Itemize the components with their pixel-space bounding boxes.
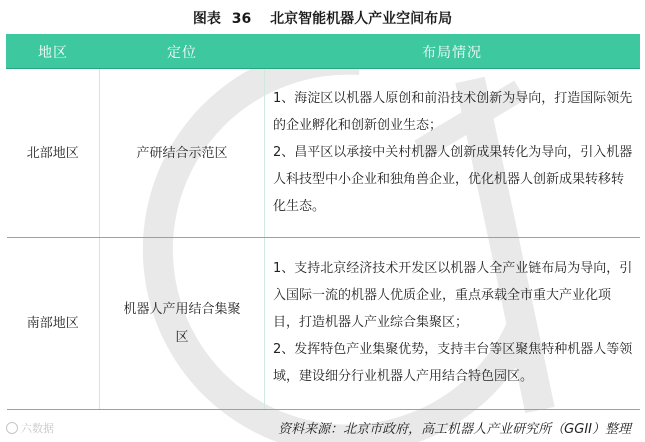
figure-number: 36 [231, 11, 252, 27]
layout-cell [265, 238, 640, 410]
brand-logo-icon [6, 422, 18, 434]
layout-item: 2、昌平区以承接中关村机器人创新成果转化为导向，引入机器人科技型中小企业和独角兽企业，优化机器人创新成果转移转化生态。 [273, 144, 633, 214]
figure-label: 图表 [192, 11, 221, 27]
region-cell: 南部地区 [7, 238, 100, 410]
positioning-cell: 产研结合示范区 [100, 69, 265, 238]
source-note: 资料来源：北京市政府，高工机器人产业研究所（GGII）整理 [278, 422, 631, 437]
region-cell: 北部地区 [7, 69, 100, 238]
layout-table [6, 34, 640, 410]
layout-cell [265, 69, 640, 238]
header-region: 地区 [7, 35, 100, 69]
brand-text: 六数据 [21, 422, 54, 435]
layout-item: 2、发挥特色产业集聚优势，支持丰台等区聚焦特种机器人等领域，建设细分行业机器人产用结合特色园区。 [273, 342, 633, 384]
figure-title-text: 北京智能机器人产业空间布局 [270, 11, 453, 27]
table-header-row [7, 35, 640, 69]
layout-item: 1、支持北京经济技术开发区以机器人全产业链布局为导向，引入国际一流的机器人优质企业，重点承载全市重大产业化项目，打造机器人产业综合集聚区； [273, 261, 633, 330]
header-layout: 布局情况 [265, 35, 640, 69]
layout-item: 1、海淀区以机器人原创和前沿技术创新为导向，打造国际领先的企业孵化和创新创业生态； [273, 90, 633, 133]
brand-watermark [6, 420, 54, 436]
table-row [7, 69, 640, 238]
positioning-text: 机器人产用结合集聚区 [123, 301, 241, 345]
header-positioning: 定位 [100, 35, 265, 69]
table-row [7, 238, 640, 410]
figure-title [0, 8, 645, 28]
positioning-cell [100, 238, 265, 410]
